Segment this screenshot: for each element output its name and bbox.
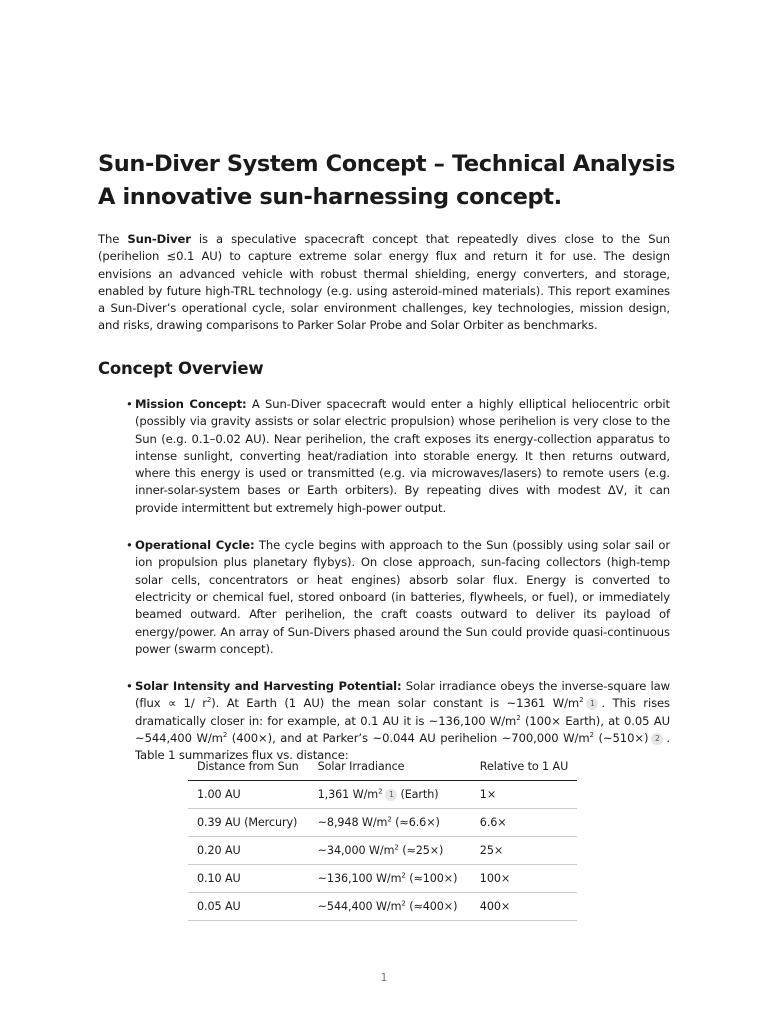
bullet-text: A Sun-Diver spacecraft would enter a highly elliptical heliocentric orbit (possibly via gravity assists or solar electric propulsion) whose perihelion is very close to the Sun (e.g. 0.1–0.02 AU). Near perihelion, the craft exposes its energy-collection apparatus to intense sunlight, converting heat/radiation into storable energy. It then returns outward, where this energy is used or transmitted (e.g. via microwaves/lasers) to remote users (e.g. inner-solar-system bases or Earth orbiters). By repeating dives with modest ΔV, it can provide intermittent but extremely high-power output. bbox=[135, 397, 670, 515]
superscript: 2 bbox=[378, 787, 383, 796]
cell-irradiance bbox=[309, 865, 471, 893]
irradiance-table bbox=[188, 752, 577, 921]
cell-distance: 1.00 AU bbox=[188, 781, 309, 809]
intro-bold-term: Sun-Diver bbox=[127, 232, 191, 246]
table-header-row bbox=[188, 752, 577, 781]
table-row bbox=[188, 809, 577, 837]
column-header-irradiance: Solar Irradiance bbox=[309, 752, 471, 781]
table-row bbox=[188, 837, 577, 865]
bullet-text: ). At Earth (1 AU) the mean solar constant is ~1361 W/m bbox=[211, 696, 580, 711]
irradiance-value: 1,361 W/m bbox=[317, 788, 379, 801]
cell-irradiance bbox=[309, 809, 471, 837]
bullet-label: Solar Intensity and Harvesting Potential: bbox=[135, 679, 402, 694]
cell-distance: 0.20 AU bbox=[188, 837, 309, 865]
cell-irradiance bbox=[309, 837, 471, 865]
bullet-label: Mission Concept: bbox=[135, 397, 247, 411]
column-header-distance: Distance from Sun bbox=[188, 752, 309, 781]
cell-distance: 0.05 AU bbox=[188, 893, 309, 921]
column-header-relative: Relative to 1 AU bbox=[471, 752, 577, 781]
irradiance-note: (Earth) bbox=[400, 788, 439, 801]
title-line-1: Sun-Diver System Concept – Technical Analysis bbox=[98, 151, 676, 177]
intro-text: is a speculative spacecraft concept that repeatedly dives close to the Sun (perihelion ≲0.1 AU) to capture extreme solar energy flux and return it for use. The design envisions an advanced vehicle with robust thermal shielding, energy converters, and storage, enabled by future high-TRL technology (e.g. using asteroid-mined materials). This report examines a Sun-Diver’s operational cycle, solar environment challenges, key technologies, mission design, and risks, drawing comparisons to Parker Solar Probe and Solar Orbiter as benchmarks. bbox=[98, 232, 670, 333]
cell-irradiance bbox=[309, 781, 471, 809]
superscript: 2 bbox=[387, 815, 392, 824]
section-heading: Concept Overview bbox=[98, 359, 264, 378]
irradiance-value: ~8,948 W/m bbox=[317, 816, 388, 829]
bullet-text: (400×), and at Parker’s ~0.044 AU perihelion ~700,000 W/m bbox=[227, 731, 590, 746]
superscript: 2 bbox=[401, 899, 406, 908]
citation-badge[interactable]: 2 bbox=[651, 733, 663, 745]
bullet-text: . This rises dramatically closer in: for example, at 0.1 AU it is ~136,100 W/m bbox=[135, 696, 670, 728]
table-row bbox=[188, 781, 577, 809]
cell-distance: 0.39 AU (Mercury) bbox=[188, 809, 309, 837]
concept-bullet-list bbox=[126, 396, 670, 785]
superscript: 2 bbox=[401, 871, 406, 880]
irradiance-value: ~136,100 W/m bbox=[317, 872, 402, 885]
irradiance-note: (≈25×) bbox=[398, 844, 444, 857]
irradiance-note: (≈400×) bbox=[405, 900, 458, 913]
bullet-text: . Table 1 summarizes flux vs. distance: bbox=[135, 731, 670, 763]
superscript: 2 bbox=[579, 696, 584, 705]
superscript: 2 bbox=[589, 731, 594, 740]
bullet-text: The cycle begins with approach to the Sun (possibly using solar sail or ion propulsion plus planetary flybys). On close approach, sun-facing collectors (high-temp solar cells, concentrators or heat engines) absorb solar flux. Energy is converted to electricity or chemical fuel, stored onboard (in batteries, flywheels, or fuel), or immediately beamed outward. After perihelion, the craft coasts outward to deliver its payload of energy/power. An array of Sun-Divers phased around the Sun could provide quasi-continuous power (swarm concept). bbox=[135, 538, 670, 656]
page-title bbox=[98, 148, 698, 214]
irradiance-value: ~544,400 W/m bbox=[317, 900, 402, 913]
citation-badge[interactable]: 1 bbox=[586, 698, 598, 710]
citation-badge[interactable]: 1 bbox=[385, 789, 397, 801]
bullet-label: Operational Cycle: bbox=[135, 538, 255, 553]
cell-relative: 400× bbox=[471, 893, 577, 921]
bullet-text: Solar irradiance obeys the inverse-square law (flux ∝ 1/ r bbox=[135, 679, 670, 711]
superscript: 2 bbox=[222, 731, 228, 740]
superscript: 2 bbox=[394, 843, 399, 852]
irradiance-note: (≈100×) bbox=[405, 872, 458, 885]
cell-relative: 1× bbox=[471, 781, 577, 809]
bullet-text: (100× Earth), at 0.05 AU ~544,400 W/m bbox=[135, 713, 670, 746]
bullet-operational-cycle bbox=[126, 537, 670, 658]
page-number: 1 bbox=[380, 971, 388, 984]
table-row bbox=[188, 893, 577, 921]
irradiance-value: ~34,000 W/m bbox=[317, 844, 395, 857]
cell-relative: 6.6× bbox=[471, 809, 577, 837]
intro-paragraph bbox=[98, 231, 670, 335]
cell-distance: 0.10 AU bbox=[188, 865, 309, 893]
bullet-mission-concept bbox=[126, 396, 670, 517]
cell-relative: 100× bbox=[471, 865, 577, 893]
title-line-2: A innovative sun-harnessing concept. bbox=[98, 184, 562, 210]
intro-pre: The bbox=[98, 232, 128, 246]
superscript: 2 bbox=[516, 713, 521, 722]
cell-irradiance bbox=[309, 893, 471, 921]
bullet-text: (~510×) bbox=[593, 731, 649, 746]
table-row bbox=[188, 865, 577, 893]
irradiance-note: (≈6.6×) bbox=[391, 816, 440, 829]
cell-relative: 25× bbox=[471, 837, 577, 865]
superscript: 2 bbox=[206, 696, 212, 705]
